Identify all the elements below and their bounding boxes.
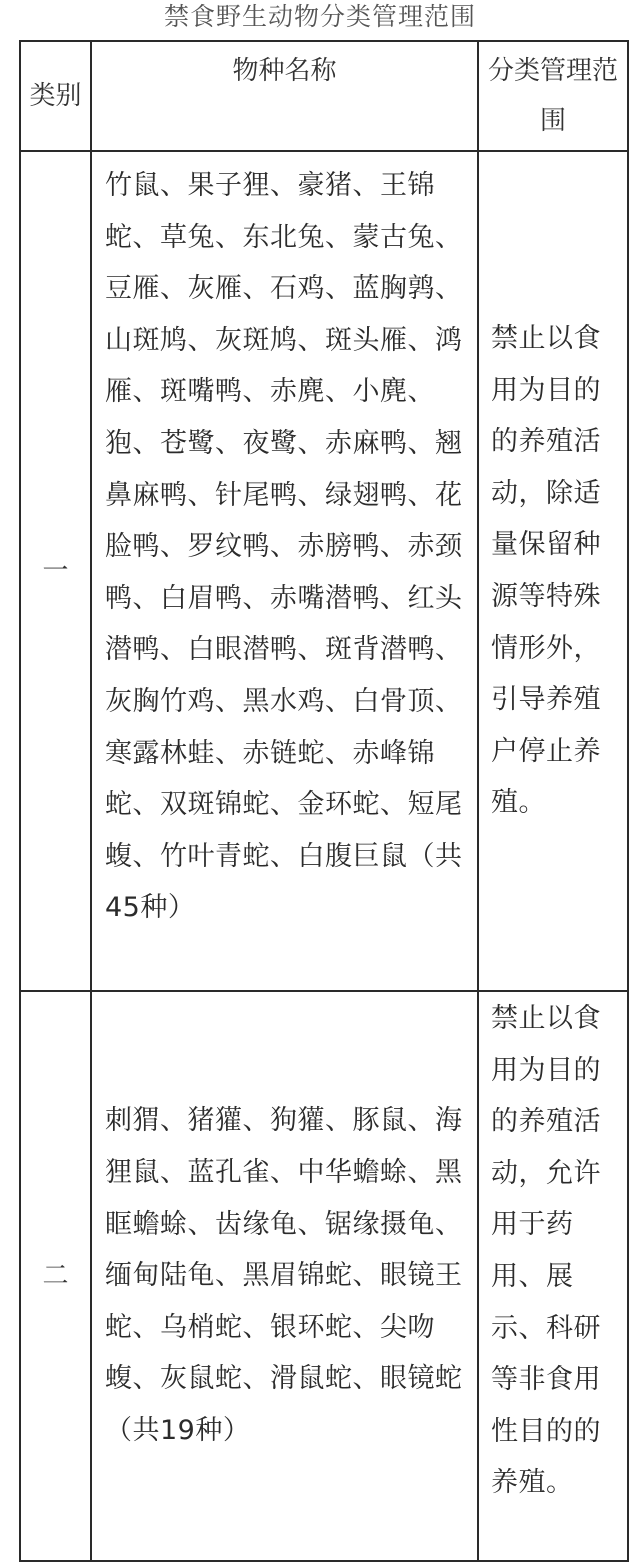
- header-category: 类别: [20, 41, 91, 151]
- table-row: [20, 151, 628, 991]
- classification-table: [19, 40, 629, 1562]
- category-cell: 二: [20, 991, 91, 1561]
- table-row: [20, 991, 628, 1561]
- species-cell: 竹鼠、果子狸、豪猪、王锦蛇、草兔、东北兔、蒙古兔、豆雁、灰雁、石鸡、蓝胸鹑、山斑鸠、灰斑鸠、斑头雁、鸿雁、斑嘴鸭、赤麂、小麂、狍、苍鹭、夜鹭、赤麻鸭、翘鼻麻鸭、针尾鸭、绿翅鸭、花脸鸭、罗纹鸭、赤膀鸭、赤颈鸭、白眉鸭、赤嘴潜鸭、红头潜鸭、白眼潜鸭、斑背潜鸭、灰胸竹鸡、黑水鸡、白骨顶、寒露林蛙、赤链蛇、赤峰锦蛇、双斑锦蛇、金环蛇、短尾蝮、竹叶青蛇、白腹巨鼠（共45种）: [91, 151, 478, 991]
- species-cell: 刺猬、猪獾、狗獾、豚鼠、海狸鼠、蓝孔雀、中华蟾蜍、黑眶蟾蜍、齿缘龟、锯缘摄龟、缅甸陆龟、黑眉锦蛇、眼镜王蛇、乌梢蛇、银环蛇、尖吻蝮、灰鼠蛇、滑鼠蛇、眼镜蛇（共19种）: [91, 991, 478, 1561]
- document-title: 禁食野生动物分类管理范围: [163, 2, 476, 31]
- category-cell: 一: [20, 151, 91, 991]
- scope-cell: 禁止以食用为目的的养殖活动，除适量保留种源等特殊情形外，引导养殖户停止养殖。: [478, 151, 628, 991]
- header-species: 物种名称: [91, 41, 478, 151]
- header-scope: 分类管理范围: [478, 41, 628, 151]
- table-header-row: [20, 41, 628, 151]
- scope-cell: 禁止以食用为目的的养殖活动，允许用于药用、展示、科研等非食用性目的的养殖。: [478, 991, 628, 1561]
